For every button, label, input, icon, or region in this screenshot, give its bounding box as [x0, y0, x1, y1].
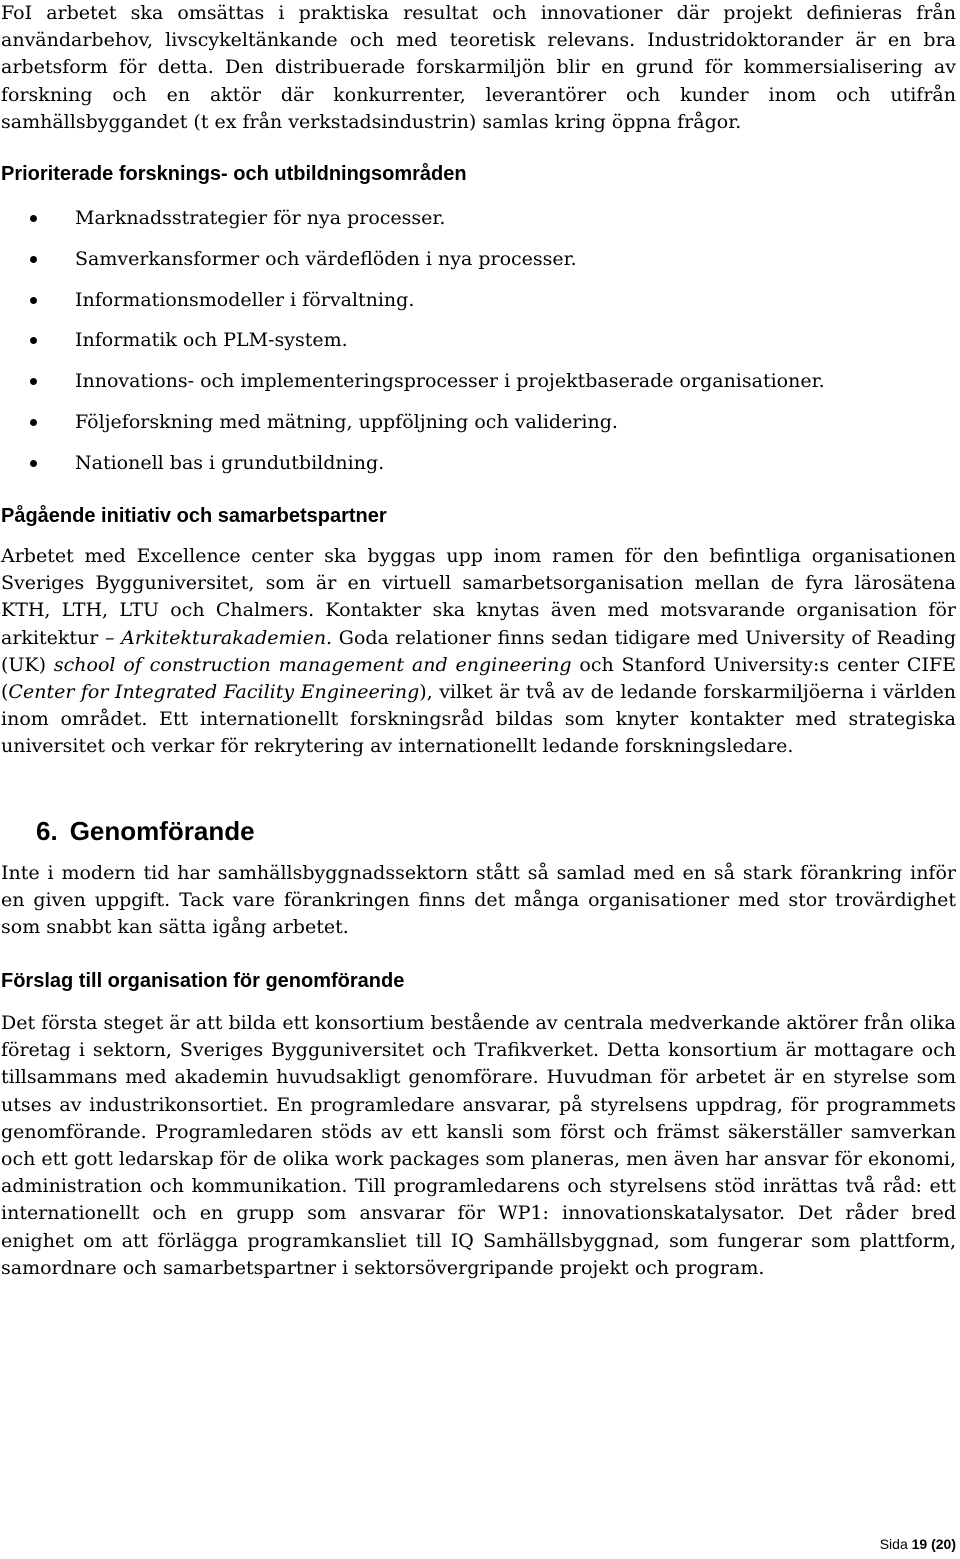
bullet-icon: [30, 460, 37, 467]
list-item: Informatik och PLM-system.: [0, 320, 825, 361]
bullet-icon: [30, 297, 37, 304]
forslag-paragraph: Det första steget är att bilda ett konsortium bestående av centrala medverkande aktörer från olika företag i sektorn, Sveriges Bygguniversitet och Trafikverket. Detta konsortium är mottagare och tillsammans med akademin huvudsakligt genomförare. Huvudman för arbetet är en styrelse som utses av industrikonsortiet. En programledare ansvarar, på styrelsens uppdrag, för programmets genomförande. Programledaren stöds av ett kansli som först och främst säkerställer samverkan och ett gott ledarskap för de olika work packages som planeras, men även har ansvar för ekonomi, administration och kommunikation. Till programledarens och styrelsens stöd inrättas två råd: ett internationellt och en grupp som ansvarar för WP1: innovationskatalysator. Det råder bred enighet om att förlägga programkansliet till IQ Samhällsbyggnad, som fungerar som plattform, samordnare och samarbetspartner i sektorsövergripande projekt och program.: [1, 1012, 956, 1279]
list-item: Innovations- och implementeringsprocesser i projektbaserade organisationer.: [0, 361, 825, 402]
bullet-icon: [30, 419, 37, 426]
page-number: 19: [911, 1536, 928, 1552]
list-item: Nationell bas i grundutbildning.: [0, 443, 825, 484]
bullet-icon: [30, 256, 37, 263]
list-item: Följeforskning med mätning, uppföljning och validering.: [0, 402, 825, 443]
heading-forslag: Förslag till organisation för genomförande: [1, 970, 405, 992]
pagaende-paragraph: Arbetet med Excellence center ska byggas upp inom ramen för den befintliga organisationen Sveriges Bygguniversitet, som är en virtuell samarbetsorganisation mellan de fyra lärosätena KTH, LTH, LTU och Chalmers. Kontakter ska knytas även med motsvarande organisation för arkitektur – Arkitekturakademien. Goda relationer finns sedan tidigare med University of Reading (UK) school of construction management and engineering och Stanford University:s center CIFE (Center for Integrated Facility Engineering), vilket är två av de ledande forskarmiljöerna i världen inom området. Ett internationellt forskningsråd bildas som knyter kontakter med strategiska universitet och verkar för rekrytering av internationellt ledande forskningsledare.: [1, 545, 956, 758]
priority-list: [0, 198, 825, 484]
list-item: Samverkansformer och värdeflöden i nya processer.: [0, 239, 825, 280]
bullet-icon: [30, 378, 37, 385]
section-number: 6.: [36, 816, 58, 846]
intro-paragraph: FoI arbetet ska omsättas i praktiska resultat och innovationer där projekt definieras från användarbehov, livscykeltänkande och med teoretisk relevans. Industridoktorander är en bra arbetsform för detta. Den distribuerade forskarmiljön blir en grund för kommersialisering av forskning och en aktör där konkurrenter, leverantörer och kunder inom och utifrån samhällsbyggandet (t ex från verkstadsindustrin) samlas kring öppna frågor.: [1, 2, 956, 133]
heading-pagaende: Pågående initiativ och samarbetspartner: [1, 505, 387, 527]
list-item: Informationsmodeller i förvaltning.: [0, 280, 825, 321]
page-total: (20): [931, 1536, 956, 1552]
page-footer: Sida 19 (20): [879, 1536, 956, 1552]
list-item: Marknadsstrategier för nya processer.: [0, 198, 825, 239]
bullet-icon: [30, 215, 37, 222]
heading-prioriterade: Prioriterade forsknings- och utbildningsområden: [1, 163, 467, 185]
genomforande-paragraph: Inte i modern tid har samhällsbyggnadssektorn stått så samlad med en så stark förankring inför en given uppgift. Tack vare förankringen finns det många organisationer med stor trovärdighet som snabbt kan sätta igång arbetet.: [1, 862, 956, 939]
bullet-icon: [30, 337, 37, 344]
section-title: 6. Genomförande: [36, 816, 255, 846]
